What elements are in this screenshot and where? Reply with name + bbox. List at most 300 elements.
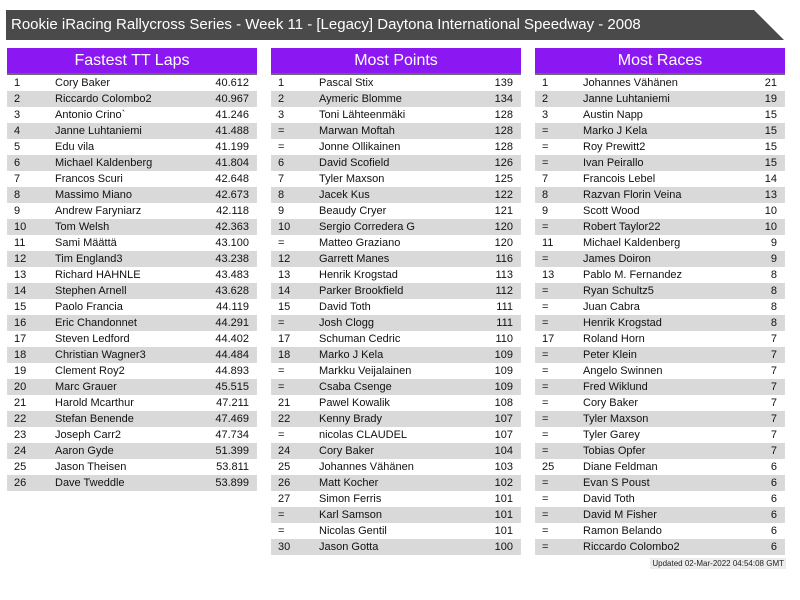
value-cell: 51.399 <box>189 443 257 459</box>
table-row <box>535 491 785 507</box>
value-cell: 44.893 <box>189 363 257 379</box>
position-cell: = <box>535 491 583 507</box>
driver-name-cell: Jason Theisen <box>55 459 189 475</box>
value-cell: 125 <box>453 171 521 187</box>
table-row <box>535 379 785 395</box>
position-cell: = <box>535 219 583 235</box>
driver-name-cell: Cory Baker <box>55 75 189 91</box>
table-row <box>271 299 521 315</box>
value-cell: 15 <box>717 155 785 171</box>
position-cell: = <box>535 283 583 299</box>
driver-name-cell: Cory Baker <box>583 395 717 411</box>
table-row <box>535 459 785 475</box>
position-cell: 17 <box>535 331 583 347</box>
value-cell: 109 <box>453 363 521 379</box>
driver-name-cell: Pascal Stix <box>319 75 453 91</box>
value-cell: 122 <box>453 187 521 203</box>
table-row <box>535 395 785 411</box>
table-row <box>7 363 257 379</box>
driver-name-cell: Johannes Vähänen <box>319 459 453 475</box>
table-row <box>535 219 785 235</box>
value-cell: 45.515 <box>189 379 257 395</box>
table-row <box>7 203 257 219</box>
position-cell: 3 <box>271 107 319 123</box>
table-row <box>271 91 521 107</box>
table-row <box>535 139 785 155</box>
value-cell: 6 <box>717 459 785 475</box>
value-cell: 42.118 <box>189 203 257 219</box>
table-row <box>271 107 521 123</box>
driver-name-cell: Josh Clogg <box>319 315 453 331</box>
driver-name-cell: Marwan Moftah <box>319 123 453 139</box>
position-cell: 21 <box>271 395 319 411</box>
driver-name-cell: Matt Kocher <box>319 475 453 491</box>
table-row <box>535 75 785 91</box>
value-cell: 120 <box>453 219 521 235</box>
table-row <box>7 267 257 283</box>
driver-name-cell: Matteo Graziano <box>319 235 453 251</box>
driver-name-cell: Sergio Corredera G <box>319 219 453 235</box>
position-cell: 14 <box>7 283 55 299</box>
position-cell: = <box>535 251 583 267</box>
position-cell: 9 <box>535 203 583 219</box>
table-row <box>7 331 257 347</box>
value-cell: 10 <box>717 203 785 219</box>
position-cell: 25 <box>535 459 583 475</box>
driver-name-cell: Tobias Opfer <box>583 443 717 459</box>
leaderboard-table <box>535 75 785 555</box>
position-cell: 8 <box>535 187 583 203</box>
value-cell: 128 <box>453 107 521 123</box>
driver-name-cell: Marko J Kela <box>583 123 717 139</box>
driver-name-cell: Sami Määttä <box>55 235 189 251</box>
driver-name-cell: Tom Welsh <box>55 219 189 235</box>
table-row <box>7 171 257 187</box>
driver-name-cell: Tyler Maxson <box>583 411 717 427</box>
value-cell: 103 <box>453 459 521 475</box>
value-cell: 47.211 <box>189 395 257 411</box>
value-cell: 8 <box>717 299 785 315</box>
table-row <box>7 107 257 123</box>
driver-name-cell: Scott Wood <box>583 203 717 219</box>
value-cell: 19 <box>717 91 785 107</box>
position-cell: 6 <box>7 155 55 171</box>
driver-name-cell: Paolo Francia <box>55 299 189 315</box>
driver-name-cell: Beaudy Cryer <box>319 203 453 219</box>
position-cell: = <box>535 123 583 139</box>
value-cell: 44.484 <box>189 347 257 363</box>
driver-name-cell: Edu vila <box>55 139 189 155</box>
table-row <box>7 219 257 235</box>
driver-name-cell: Massimo Miano <box>55 187 189 203</box>
driver-name-cell: Evan S Poust <box>583 475 717 491</box>
driver-name-cell: Jason Gotta <box>319 539 453 555</box>
driver-name-cell: Henrik Krogstad <box>319 267 453 283</box>
driver-name-cell: Janne Luhtaniemi <box>55 123 189 139</box>
value-cell: 7 <box>717 411 785 427</box>
table-row <box>7 443 257 459</box>
position-cell: 13 <box>7 267 55 283</box>
value-cell: 101 <box>453 491 521 507</box>
driver-name-cell: Parker Brookfield <box>319 283 453 299</box>
driver-name-cell: Ivan Peirallo <box>583 155 717 171</box>
value-cell: 139 <box>453 75 521 91</box>
table-row <box>535 331 785 347</box>
position-cell: = <box>535 411 583 427</box>
position-cell: = <box>535 139 583 155</box>
table-row <box>271 219 521 235</box>
value-cell: 47.469 <box>189 411 257 427</box>
position-cell: 8 <box>7 187 55 203</box>
value-cell: 8 <box>717 283 785 299</box>
value-cell: 9 <box>717 235 785 251</box>
driver-name-cell: Johannes Vähänen <box>583 75 717 91</box>
table-row <box>271 443 521 459</box>
table-row <box>7 299 257 315</box>
table-row <box>7 347 257 363</box>
value-cell: 134 <box>453 91 521 107</box>
table-row <box>535 315 785 331</box>
position-cell: 2 <box>271 91 319 107</box>
table-row <box>535 539 785 555</box>
table-row <box>535 251 785 267</box>
position-cell: 12 <box>7 251 55 267</box>
value-cell: 43.483 <box>189 267 257 283</box>
value-cell: 128 <box>453 123 521 139</box>
table-row <box>7 123 257 139</box>
table-row <box>7 395 257 411</box>
table-row <box>7 315 257 331</box>
driver-name-cell: Pablo M. Fernandez <box>583 267 717 283</box>
table-row <box>535 187 785 203</box>
position-cell: 2 <box>535 91 583 107</box>
position-cell: 23 <box>7 427 55 443</box>
driver-name-cell: Riccardo Colombo2 <box>55 91 189 107</box>
table-row <box>7 379 257 395</box>
value-cell: 113 <box>453 267 521 283</box>
table-row <box>7 411 257 427</box>
table-row <box>535 443 785 459</box>
value-cell: 42.673 <box>189 187 257 203</box>
value-cell: 7 <box>717 379 785 395</box>
position-cell: 25 <box>271 459 319 475</box>
position-cell: = <box>535 395 583 411</box>
driver-name-cell: Antonio Crino` <box>55 107 189 123</box>
driver-name-cell: Jonne Ollikainen <box>319 139 453 155</box>
position-cell: = <box>535 379 583 395</box>
table-row <box>535 155 785 171</box>
table-row <box>271 395 521 411</box>
value-cell: 111 <box>453 299 521 315</box>
driver-name-cell: Harold Mcarthur <box>55 395 189 411</box>
position-cell: 20 <box>7 379 55 395</box>
table-row <box>7 235 257 251</box>
table-row <box>535 523 785 539</box>
value-cell: 41.804 <box>189 155 257 171</box>
value-cell: 40.967 <box>189 91 257 107</box>
value-cell: 15 <box>717 139 785 155</box>
value-cell: 109 <box>453 347 521 363</box>
driver-name-cell: Aaron Gyde <box>55 443 189 459</box>
position-cell: 17 <box>271 331 319 347</box>
position-cell: 2 <box>7 91 55 107</box>
value-cell: 116 <box>453 251 521 267</box>
driver-name-cell: Joseph Carr2 <box>55 427 189 443</box>
driver-name-cell: Robert Taylor22 <box>583 219 717 235</box>
table-row <box>535 171 785 187</box>
driver-name-cell: Jacek Kus <box>319 187 453 203</box>
position-cell: = <box>535 315 583 331</box>
leaderboard-table <box>271 75 521 555</box>
driver-name-cell: Francos Scuri <box>55 171 189 187</box>
leaderboard-table <box>7 75 257 491</box>
driver-name-cell: Tim England3 <box>55 251 189 267</box>
page-title: Rookie iRacing Rallycross Series - Week 11 - [Legacy] Daytona International Speedway - 2008 <box>11 16 641 33</box>
table-row <box>271 331 521 347</box>
position-cell: 10 <box>271 219 319 235</box>
table-row <box>271 523 521 539</box>
value-cell: 102 <box>453 475 521 491</box>
position-cell: 8 <box>271 187 319 203</box>
table-row <box>7 283 257 299</box>
position-cell: = <box>535 475 583 491</box>
value-cell: 44.402 <box>189 331 257 347</box>
position-cell: 26 <box>7 475 55 491</box>
value-cell: 8 <box>717 267 785 283</box>
value-cell: 6 <box>717 475 785 491</box>
value-cell: 10 <box>717 219 785 235</box>
position-cell: 9 <box>7 203 55 219</box>
position-cell: 11 <box>7 235 55 251</box>
value-cell: 41.199 <box>189 139 257 155</box>
most-points-panel <box>271 48 521 555</box>
driver-name-cell: Marko J Kela <box>319 347 453 363</box>
position-cell: = <box>271 379 319 395</box>
position-cell: 27 <box>271 491 319 507</box>
position-cell: 1 <box>7 75 55 91</box>
table-row <box>535 475 785 491</box>
table-row <box>535 363 785 379</box>
position-cell: 10 <box>7 219 55 235</box>
driver-name-cell: Garrett Manes <box>319 251 453 267</box>
driver-name-cell: Roy Prewitt2 <box>583 139 717 155</box>
position-cell: 14 <box>271 283 319 299</box>
driver-name-cell: Toni Lähteenmäki <box>319 107 453 123</box>
value-cell: 6 <box>717 507 785 523</box>
driver-name-cell: Schuman Cedric <box>319 331 453 347</box>
driver-name-cell: David Scofield <box>319 155 453 171</box>
table-row <box>535 283 785 299</box>
driver-name-cell: James Doiron <box>583 251 717 267</box>
driver-name-cell: Christian Wagner3 <box>55 347 189 363</box>
table-row <box>271 347 521 363</box>
driver-name-cell: Tyler Garey <box>583 427 717 443</box>
panel-heading: Fastest TT Laps <box>7 48 257 75</box>
driver-name-cell: Austin Napp <box>583 107 717 123</box>
value-cell: 7 <box>717 347 785 363</box>
driver-name-cell: Markku Veijalainen <box>319 363 453 379</box>
position-cell: 15 <box>7 299 55 315</box>
driver-name-cell: Francois Lebel <box>583 171 717 187</box>
table-row <box>271 235 521 251</box>
value-cell: 44.119 <box>189 299 257 315</box>
driver-name-cell: David Toth <box>319 299 453 315</box>
value-cell: 7 <box>717 443 785 459</box>
value-cell: 112 <box>453 283 521 299</box>
driver-name-cell: Kenny Brady <box>319 411 453 427</box>
position-cell: = <box>535 507 583 523</box>
table-row <box>271 251 521 267</box>
table-row <box>271 283 521 299</box>
table-row <box>271 363 521 379</box>
table-row <box>271 507 521 523</box>
driver-name-cell: Marc Grauer <box>55 379 189 395</box>
position-cell: 18 <box>7 347 55 363</box>
value-cell: 53.811 <box>189 459 257 475</box>
table-row <box>7 155 257 171</box>
driver-name-cell: nicolas CLAUDEL <box>319 427 453 443</box>
value-cell: 7 <box>717 331 785 347</box>
table-row <box>271 491 521 507</box>
value-cell: 121 <box>453 203 521 219</box>
value-cell: 7 <box>717 395 785 411</box>
value-cell: 47.734 <box>189 427 257 443</box>
table-row <box>271 475 521 491</box>
value-cell: 107 <box>453 427 521 443</box>
driver-name-cell: Razvan Florin Veina <box>583 187 717 203</box>
table-row <box>535 91 785 107</box>
value-cell: 40.612 <box>189 75 257 91</box>
position-cell: 19 <box>7 363 55 379</box>
driver-name-cell: Stephen Arnell <box>55 283 189 299</box>
table-row <box>535 123 785 139</box>
table-row <box>271 459 521 475</box>
value-cell: 101 <box>453 507 521 523</box>
table-row <box>7 427 257 443</box>
driver-name-cell: Clement Roy2 <box>55 363 189 379</box>
driver-name-cell: Dave Tweddle <box>55 475 189 491</box>
driver-name-cell: Andrew Faryniarz <box>55 203 189 219</box>
table-row <box>535 299 785 315</box>
value-cell: 7 <box>717 363 785 379</box>
table-row <box>7 139 257 155</box>
value-cell: 43.100 <box>189 235 257 251</box>
value-cell: 41.488 <box>189 123 257 139</box>
table-row <box>271 171 521 187</box>
most-races-panel <box>535 48 785 555</box>
position-cell: = <box>271 139 319 155</box>
value-cell: 7 <box>717 427 785 443</box>
value-cell: 15 <box>717 107 785 123</box>
table-row <box>7 475 257 491</box>
value-cell: 100 <box>453 539 521 555</box>
table-row <box>535 347 785 363</box>
driver-name-cell: Michael Kaldenberg <box>583 235 717 251</box>
position-cell: = <box>535 523 583 539</box>
table-row <box>271 379 521 395</box>
driver-name-cell: Aymeric Blomme <box>319 91 453 107</box>
value-cell: 6 <box>717 539 785 555</box>
position-cell: = <box>535 363 583 379</box>
driver-name-cell: Cory Baker <box>319 443 453 459</box>
table-row <box>7 75 257 91</box>
driver-name-cell: Ryan Schultz5 <box>583 283 717 299</box>
value-cell: 43.628 <box>189 283 257 299</box>
position-cell: 7 <box>535 171 583 187</box>
position-cell: 5 <box>7 139 55 155</box>
driver-name-cell: Simon Ferris <box>319 491 453 507</box>
position-cell: 22 <box>271 411 319 427</box>
position-cell: 1 <box>271 75 319 91</box>
position-cell: = <box>535 427 583 443</box>
value-cell: 6 <box>717 491 785 507</box>
driver-name-cell: David M Fisher <box>583 507 717 523</box>
table-row <box>535 427 785 443</box>
position-cell: 6 <box>271 155 319 171</box>
value-cell: 42.363 <box>189 219 257 235</box>
position-cell: 24 <box>271 443 319 459</box>
value-cell: 13 <box>717 187 785 203</box>
position-cell: = <box>271 315 319 331</box>
position-cell: 3 <box>7 107 55 123</box>
table-row <box>7 459 257 475</box>
table-row <box>271 123 521 139</box>
position-cell: 17 <box>7 331 55 347</box>
value-cell: 42.648 <box>189 171 257 187</box>
driver-name-cell: Michael Kaldenberg <box>55 155 189 171</box>
value-cell: 126 <box>453 155 521 171</box>
panel-heading: Most Points <box>271 48 521 75</box>
table-row <box>271 315 521 331</box>
table-row <box>271 155 521 171</box>
position-cell: = <box>271 363 319 379</box>
driver-name-cell: Eric Chandonnet <box>55 315 189 331</box>
table-row <box>535 235 785 251</box>
table-row <box>271 139 521 155</box>
position-cell: = <box>271 523 319 539</box>
value-cell: 43.238 <box>189 251 257 267</box>
position-cell: = <box>535 347 583 363</box>
position-cell: = <box>271 235 319 251</box>
position-cell: 25 <box>7 459 55 475</box>
position-cell: 7 <box>7 171 55 187</box>
value-cell: 111 <box>453 315 521 331</box>
table-row <box>271 539 521 555</box>
driver-name-cell: Riccardo Colombo2 <box>583 539 717 555</box>
table-row <box>535 267 785 283</box>
position-cell: 24 <box>7 443 55 459</box>
position-cell: = <box>535 155 583 171</box>
value-cell: 120 <box>453 235 521 251</box>
position-cell: = <box>271 123 319 139</box>
position-cell: 11 <box>535 235 583 251</box>
table-row <box>271 267 521 283</box>
position-cell: = <box>535 539 583 555</box>
driver-name-cell: Steven Ledford <box>55 331 189 347</box>
value-cell: 104 <box>453 443 521 459</box>
position-cell: 26 <box>271 475 319 491</box>
value-cell: 15 <box>717 123 785 139</box>
value-cell: 108 <box>453 395 521 411</box>
driver-name-cell: Csaba Csenge <box>319 379 453 395</box>
value-cell: 14 <box>717 171 785 187</box>
position-cell: 15 <box>271 299 319 315</box>
driver-name-cell: Janne Luhtaniemi <box>583 91 717 107</box>
position-cell: 13 <box>535 267 583 283</box>
driver-name-cell: Karl Samson <box>319 507 453 523</box>
table-row <box>7 251 257 267</box>
position-cell: 18 <box>271 347 319 363</box>
